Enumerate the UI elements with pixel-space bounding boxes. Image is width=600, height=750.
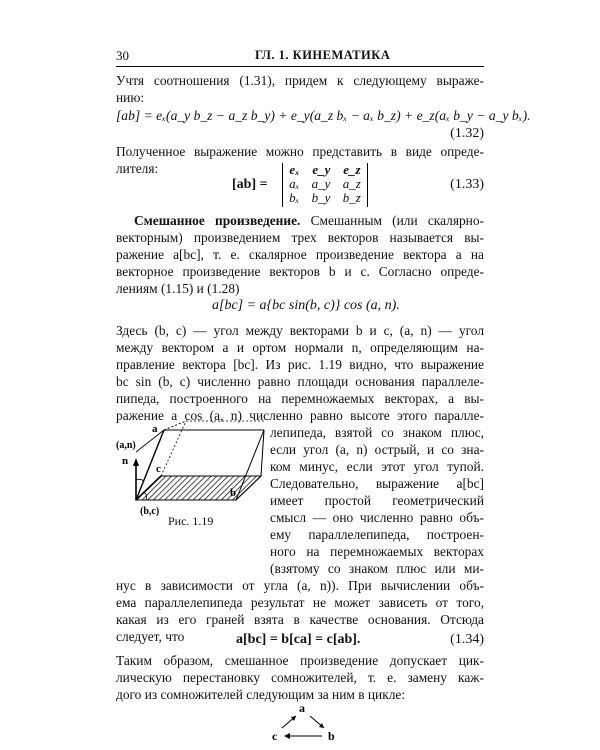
page-number: 30 — [116, 48, 129, 63]
matrix-cell: a_y — [311, 176, 331, 191]
text-line: лепипеда, взятой со знаком плюс, — [270, 425, 484, 440]
text-line: Учтя соотношения (1.31), придем к следующему выраже- — [116, 73, 484, 88]
equation-number: (1.32) — [450, 126, 484, 141]
text-line: правление вектора [bc]. Из рис. 1.19 видно, что выражение — [116, 357, 484, 372]
text-line: следует, что — [116, 629, 185, 644]
determinant-row — [283, 163, 367, 177]
text-fragment: Смешанным (или скалярно- — [310, 213, 484, 228]
section-title: Смешанное произведение. — [134, 213, 301, 228]
equation-number: (1.33) — [450, 177, 484, 192]
matrix-cell: e_y — [312, 162, 331, 177]
cycle-c: c — [272, 729, 278, 743]
determinant-row — [283, 177, 367, 191]
matrix-cell: eₓ — [289, 162, 300, 177]
text-line: Полученное выражение можно представить в виде опреде- — [116, 144, 484, 159]
figure-parallelepiped — [116, 418, 266, 528]
label-b: b — [230, 487, 237, 499]
label-c: c — [156, 463, 161, 475]
text-line: дого из сомножителей следующим за ним в цикле: — [116, 687, 406, 702]
determinant-lhs: [ab] = — [232, 177, 268, 192]
cycle-diagram — [266, 700, 342, 748]
text-line: ему параллелепипеда, построен- — [270, 527, 484, 542]
arrowhead — [133, 458, 139, 466]
text-line: bc sin (b, c) численно равно площади основания параллеле- — [116, 374, 484, 389]
determinant-row — [283, 191, 367, 205]
arrowhead — [284, 733, 290, 739]
text-line: имеет простой геометрический — [270, 493, 484, 508]
text-line: Здесь (b, c) — угол между векторами b и c, (a, n) — угол — [116, 323, 484, 338]
text-line: какая из его граней взята в качестве основания. Отсюда — [116, 612, 484, 627]
text-line: между вектором a и ортом нормали n, определяющим на- — [116, 340, 484, 355]
matrix-cell: b_y — [311, 190, 331, 205]
header-rule — [116, 66, 484, 67]
text-line: Таким образом, смешанное произведение допускает цик- — [116, 653, 484, 668]
text-line: лениям (1.15) и (1.28) — [116, 281, 240, 296]
text-line: ком минус, если этот угол тупой. — [270, 459, 484, 474]
equation-mixed-product: a[bc] = a{bc sin(b, c)} cos (a, n). — [212, 298, 400, 313]
text-line: ного на перемножаемых векторах — [270, 544, 484, 559]
text-line: ражение a[bc], т. е. скалярное произведение вектора a на — [116, 247, 484, 262]
figure-caption: Рис. 1.19 — [168, 514, 214, 528]
text-line: Следовательно, выражение a[bc] — [270, 476, 484, 491]
determinant-matrix — [282, 163, 368, 207]
label-an: (a,n) — [116, 440, 136, 451]
text-line: лителя: — [116, 161, 159, 176]
matrix-cell: aₓ — [289, 176, 300, 191]
text-line: если угол (a, n) острый, и со зна- — [270, 442, 484, 457]
matrix-cell: bₓ — [289, 190, 300, 205]
text-line: ема параллелепипеда результат не может зависеть от того, — [116, 595, 484, 610]
text-line: пипеда, построенного на перемножаемых векторах, а вы- — [116, 391, 484, 406]
label-a: a — [152, 423, 158, 435]
text-line: векторное произведение векторов b и c. Согласно опреде- — [116, 264, 484, 279]
running-header: ГЛ. 1. КИНЕМАТИКА — [255, 48, 391, 62]
text-line — [116, 212, 484, 229]
matrix-cell: b_z — [342, 190, 361, 205]
text-line: нус в зависимости от угла (a, n)). При вычислении объ- — [116, 578, 484, 593]
cycle-a: a — [299, 701, 305, 715]
text-line: векторным) произведением трех векторов называется вы- — [116, 230, 484, 245]
equation-1-34: a[bc] = b[ca] = c[ab]. — [236, 632, 361, 647]
text-line: ражение a cos (a, n) численно равно высоте этого паралле- — [116, 408, 484, 423]
text-line: (взятому со знаком плюс или ми- — [270, 561, 484, 576]
text-line: смысл — оно численно равно объ- — [270, 510, 484, 525]
text-line: нию: — [116, 90, 145, 105]
label-n: n — [122, 455, 129, 467]
matrix-cell: e_z — [343, 162, 361, 177]
equation-1-32: [ab] = eₓ(a_y b_z − a_z b_y) + e_y(a_z bₓ − aₓ b_z) + e_z(aₓ b_y − a_y bₓ). — [116, 108, 531, 123]
edge — [236, 430, 264, 500]
equation-number: (1.34) — [450, 632, 484, 647]
matrix-cell: a_z — [342, 176, 361, 191]
label-bc: (b,c) — [140, 506, 160, 517]
text-line: лическую перестановку сомножителей, т. е. замену каж- — [116, 670, 484, 685]
cycle-b: b — [328, 729, 335, 743]
base-face — [136, 476, 261, 500]
